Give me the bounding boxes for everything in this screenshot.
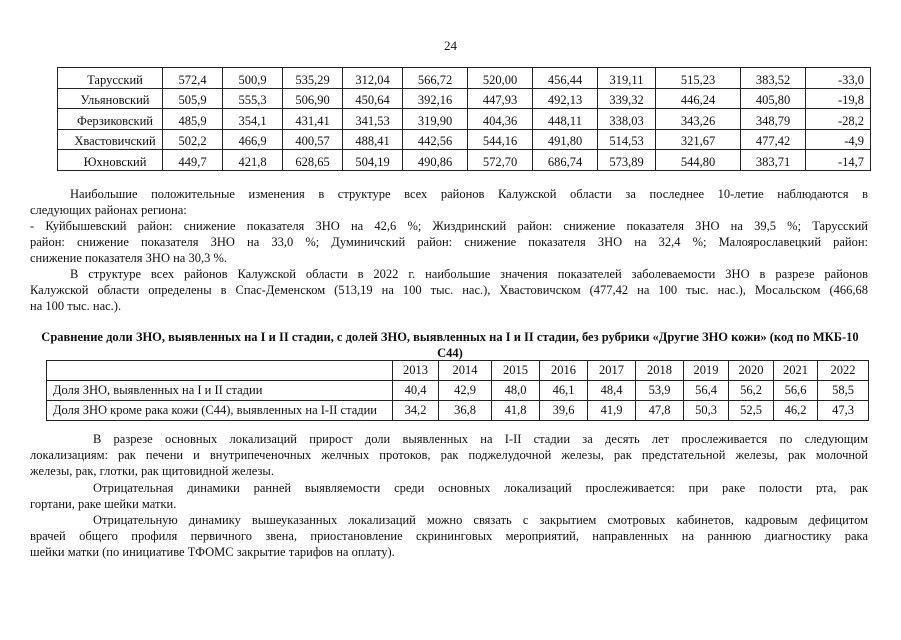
value-cell: 354,1 [223, 109, 283, 130]
change-cell: -19,8 [806, 88, 871, 109]
value-cell: 491,80 [533, 129, 598, 150]
share-value-cell: 46,1 [540, 381, 588, 401]
paragraph-positive-changes [30, 186, 868, 266]
value-cell: 456,44 [533, 68, 598, 89]
value-cell: 514,53 [598, 129, 656, 150]
value-cell: 312,04 [343, 68, 403, 89]
share-value-cell: 46,2 [774, 401, 818, 421]
value-cell: 405,80 [741, 88, 806, 109]
value-cell: 447,93 [468, 88, 533, 109]
value-cell: 485,9 [163, 109, 223, 130]
value-cell: 492,13 [533, 88, 598, 109]
value-cell: 442,56 [403, 129, 468, 150]
value-cell: 450,64 [343, 88, 403, 109]
value-cell: 490,86 [403, 150, 468, 171]
table-row [47, 381, 869, 401]
year-header-cell: 2018 [636, 361, 684, 381]
value-cell: 392,16 [403, 88, 468, 109]
year-header-cell: 2022 [818, 361, 869, 381]
text-line: гортани, раке шейки матки. [30, 497, 177, 511]
value-cell: 404,36 [468, 109, 533, 130]
share-value-cell: 53,9 [636, 381, 684, 401]
text-line: В разрезе основных локализаций прирост доли выявленных на I-II стадии за десять лет прослеживается по следующим [93, 432, 868, 446]
change-cell: -14,7 [806, 150, 871, 171]
paragraph-highest-values [30, 266, 868, 314]
text-line: шейки матки (по инициативе ТФОМС закрытие тарифов на оплату). [30, 545, 395, 559]
value-cell: 341,53 [343, 109, 403, 130]
text-line: район: снижение показателя ЗНО на 33,0 %; Думиничский район: снижение показателя ЗНО на 32,4 %; Малоярославецкий район: [30, 235, 868, 249]
share-value-cell: 47,3 [818, 401, 869, 421]
value-cell: 343,26 [656, 109, 741, 130]
value-cell: 572,4 [163, 68, 223, 89]
table-row [58, 88, 871, 109]
text-line: железы, рак, глотки, рак щитовидной железы. [30, 464, 274, 478]
value-cell: 500,9 [223, 68, 283, 89]
year-header-cell: 2013 [393, 361, 439, 381]
value-cell: 572,70 [468, 150, 533, 171]
text-line: снижение показателя ЗНО на 30,3 %. [30, 251, 227, 265]
table-header-row [47, 361, 869, 381]
value-cell: 477,42 [741, 129, 806, 150]
value-cell: 506,90 [283, 88, 343, 109]
value-cell: 505,9 [163, 88, 223, 109]
share-value-cell: 41,8 [492, 401, 540, 421]
value-cell: 535,29 [283, 68, 343, 89]
share-value-cell: 39,6 [540, 401, 588, 421]
value-cell: 628,65 [283, 150, 343, 171]
district-name-cell: Хвастовичский [58, 129, 163, 150]
page-number: 24 [444, 38, 457, 53]
text-line: Отрицательная динамики ранней выявляемости среди основных локализаций прослеживается: при раке полости рта, рак [93, 481, 868, 495]
share-value-cell: 42,9 [439, 381, 492, 401]
share-value-cell: 56,2 [729, 381, 774, 401]
year-header-cell: 2017 [588, 361, 636, 381]
value-cell: 383,52 [741, 68, 806, 89]
text-line: Отрицательную динамику вышеуказанных локализаций можно связать с закрытием смотровых кабинетов, кадровым дефицитом [93, 513, 868, 527]
table-row [58, 129, 871, 150]
row-label-cell: Доля ЗНО, выявленных на I и II стадии [47, 381, 393, 401]
stage-comparison-table [46, 360, 869, 421]
value-cell: 383,71 [741, 150, 806, 171]
value-cell: 520,00 [468, 68, 533, 89]
share-value-cell: 56,6 [774, 381, 818, 401]
text-line: врачей общего профиля первичного звена, приостановление скрининговых мероприятий, направленных на раннюю диагностику рака [30, 529, 868, 543]
value-cell: 566,72 [403, 68, 468, 89]
share-value-cell: 48,4 [588, 381, 636, 401]
row-label-cell: Доля ЗНО кроме рака кожи (С44), выявленных на I-II стадии [47, 401, 393, 421]
value-cell: 515,23 [656, 68, 741, 89]
caption-line: кожи» (код по МКБ-10 С44) [437, 330, 859, 360]
share-value-cell: 40,4 [393, 381, 439, 401]
text-line: Калужской области определены в Спас-Деменском (513,19 на 100 тыс. нас.), Хвастовичском (477,42 на 100 тыс. нас.), Мосальском (466,68 [30, 283, 868, 297]
paragraph-causes [30, 512, 868, 560]
value-cell: 573,89 [598, 150, 656, 171]
value-cell: 338,03 [598, 109, 656, 130]
district-name-cell: Юхновский [58, 150, 163, 171]
value-cell: 488,41 [343, 129, 403, 150]
year-header-cell: 2019 [684, 361, 729, 381]
district-incidence-table [57, 67, 871, 171]
text-line: на 100 тыс. нас.). [30, 299, 122, 313]
text-line: следующих районах региона: [30, 203, 187, 217]
table-row [58, 150, 871, 171]
value-cell: 400,57 [283, 129, 343, 150]
value-cell: 555,3 [223, 88, 283, 109]
district-name-cell: Ферзиковский [58, 109, 163, 130]
value-cell: 502,2 [163, 129, 223, 150]
share-value-cell: 48,0 [492, 381, 540, 401]
value-cell: 421,8 [223, 150, 283, 171]
year-header-cell: 2020 [729, 361, 774, 381]
value-cell: 348,79 [741, 109, 806, 130]
text-line: - Куйбышевский район: снижение показателя ЗНО на 42,6 %; Жиздринский район: снижение показателя ЗНО на 39,5 %; Тарусский [30, 219, 868, 233]
table-row [58, 109, 871, 130]
share-value-cell: 50,3 [684, 401, 729, 421]
year-header-cell: 2016 [540, 361, 588, 381]
share-value-cell: 41,9 [588, 401, 636, 421]
value-cell: 339,32 [598, 88, 656, 109]
change-cell: -33,0 [806, 68, 871, 89]
header-blank-cell [47, 361, 393, 381]
district-name-cell: Тарусский [58, 68, 163, 89]
value-cell: 446,24 [656, 88, 741, 109]
share-value-cell: 47,8 [636, 401, 684, 421]
value-cell: 544,80 [656, 150, 741, 171]
table-row [47, 401, 869, 421]
value-cell: 319,11 [598, 68, 656, 89]
text-line: локализациям: рак печени и внутрипеченочных желчных протоков, рак поджелудочной железы, рак предстательной железы, рак молочной [30, 448, 868, 462]
change-cell: -28,2 [806, 109, 871, 130]
value-cell: 504,19 [343, 150, 403, 171]
table-row [58, 68, 871, 89]
value-cell: 466,9 [223, 129, 283, 150]
value-cell: 686,74 [533, 150, 598, 171]
share-value-cell: 52,5 [729, 401, 774, 421]
value-cell: 449,7 [163, 150, 223, 171]
change-cell: -4,9 [806, 129, 871, 150]
share-value-cell: 36,8 [439, 401, 492, 421]
year-header-cell: 2021 [774, 361, 818, 381]
text-line: Наибольшие положительные изменения в структуре всех районов Калужской области за последнее 10-летие наблюдаются в [70, 187, 868, 201]
paragraph-negative-dynamics [30, 480, 868, 512]
share-value-cell: 58,5 [818, 381, 869, 401]
table-caption [30, 329, 870, 361]
text-line: В структуре всех районов Калужской области в 2022 г. наибольшие значения показателей заболеваемости ЗНО в разрезе районов [70, 267, 868, 281]
share-value-cell: 34,2 [393, 401, 439, 421]
value-cell: 431,41 [283, 109, 343, 130]
value-cell: 321,67 [656, 129, 741, 150]
value-cell: 544,16 [468, 129, 533, 150]
paragraph-localizations-growth [30, 431, 868, 479]
share-value-cell: 56,4 [684, 381, 729, 401]
value-cell: 448,11 [533, 109, 598, 130]
year-header-cell: 2015 [492, 361, 540, 381]
year-header-cell: 2014 [439, 361, 492, 381]
district-name-cell: Ульяновский [58, 88, 163, 109]
caption-line: Сравнение доли ЗНО, выявленных на I и II стадии, с долей ЗНО, выявленных на I и II стадии, без рубрики «Другие ЗНО [41, 330, 729, 344]
value-cell: 319,90 [403, 109, 468, 130]
